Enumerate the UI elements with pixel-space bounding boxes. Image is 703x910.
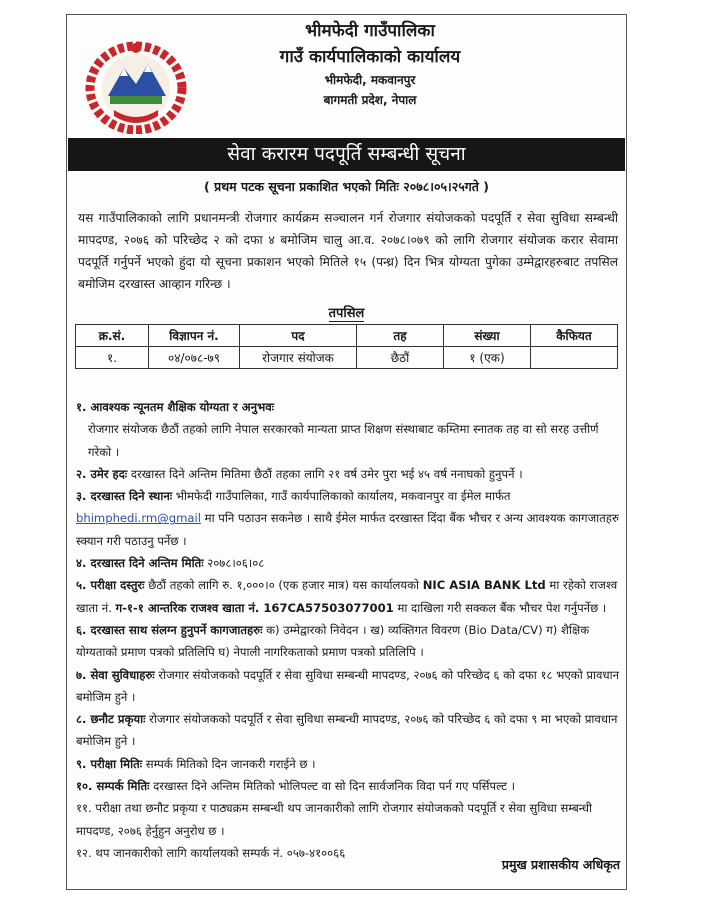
col-header: क्र.सं. [76,325,149,347]
email-link[interactable]: bhimphedi.rm@gmail [76,511,201,526]
notice-title-banner: सेवा करारम पदपूर्ति सम्बन्धी सूचना [68,138,625,171]
item-heading: १०. सम्पर्क मितिः [76,779,150,794]
vacancy-table [75,324,618,369]
table-caption: तपसिल [328,306,365,321]
list-item [76,619,621,664]
item-text: ११. परीक्षा तथा छनौट प्रकृया र पाठ्यक्रम सम्बन्धी थप जानकारीको लागि रोजगार संयोजकको पदपूर्ति र सेवा सुविधा सम्बन्धी मापदण्ड, २०७६ हेर्नुहुन अनुरोध छ । [76,801,593,838]
list-item [76,753,621,775]
item-heading: ९. परीक्षा मितिः [76,756,143,771]
col-header: विज्ञापन नं. [149,325,240,347]
list-item [76,574,621,619]
list-item [76,552,621,574]
item-text: मा रहेको राजश्व खाता नं. [76,578,618,615]
item-text: भीमफेदी गाउँपालिका, गाउँ कार्यपालिकाको कार्यालय, मकवानपुर वा ईमेल मार्फत [175,489,511,504]
nepal-emblem-logo [84,38,188,134]
item-text: रोजगार संयोजक छैठौं तहको लागि नेपाल सरकारको मान्यता प्राप्त शिक्षण संस्थाबाट कम्तिमा स्नातक तह वा सो सरह उत्तीर्ण गरेको । [88,422,599,459]
item-text: १२. थप जानकारीको लागि कार्यालयको सम्पर्क नं. ०५७-४१००६६ [76,845,346,860]
office-address: भीमफेदी, मकवानपुर [324,73,416,87]
item-heading: ६. दरखास्त साथ संलग्न हुनुपर्ने कागजातहरुः [76,622,263,637]
item-text: दरखास्त दिने अन्तिम मितिमा छैठौं तहका लागि २१ वर्ष उमेर पुरा भई ४५ वर्ष ननाघको हुनुपर्ने । [130,466,523,481]
col-header: संख्या [444,325,531,347]
col-header: कैफियत [531,325,618,347]
item-text: मा पनि पठाउन सकनेछ । साथै ईमेल मार्फत दरखास्त दिंदा बैंक भौचर र अन्य आवश्यक कागजातहरु स्क्यान गरी पठाउनु पर्नेछ । [76,511,619,548]
notice-intro-paragraph: यस गाउँपालिकाको लागि प्रधानमन्त्री रोजगार कार्यक्रम सञ्चालन गर्न रोजगार संयोजकको पदपूर्ति र सेवा सुविधा सम्बन्धी मापदण्ड, २०७६ को परिच्छेद २ को दफा ४ बमोजिम चालु आ.व. २०७८।०७९ को लागि रोजगार संयोजक करार सेवामा पदपूर्ति गर्नुपर्ने भएको हुंदा यो सूचना प्रकाशन भएको मितिले १५ (पन्ध्र) दिन भित्र योग्यता पुगेका उम्मेद्वारहरुबाट तपसिल बमोजिम दरखास्त आव्हान गरिन्छ । [78,211,618,291]
item-heading: २. उमेर हदः [76,466,128,481]
item-text: सम्पर्क मितिको दिन जानकरी गराईने छ । [145,756,316,771]
list-item [76,664,621,709]
signatory-title: प्रमुख प्रशासकीय अधिकृत [501,857,620,872]
table-cell: छैठौं [357,347,444,369]
published-date: ( प्रथम पटक सूचना प्रकाशित भएको मितिः २०७८।०५।२५गते ) [204,179,489,194]
table-cell: १ (एक) [444,347,531,369]
table-cell: रोजगार संयोजक [240,347,357,369]
table-cell [531,347,618,369]
item-heading: ८. छनौट प्रकृयाः [76,712,146,727]
list-item [76,797,621,842]
item-heading: ४. दरखास्त दिने अन्तिम मितिः [76,556,204,571]
item-heading: ३. दरखास्त दिने स्थानः [76,489,173,504]
item-text: रोजगार संयोजकको पदपूर्ति र सेवा सुविधा सम्बन्धी मापदण्ड, २०७६ को परिच्छेद ६ को दफा ९ मा भएको प्रावधान बमोजिम हुने । [76,712,618,749]
item-heading: ७. सेवा सुविधाहरुः [76,667,155,682]
col-header: पद [240,325,357,347]
office-name: भीमफेदी गाउँपालिका [305,21,435,41]
executive-office-name: गाउँ कार्यपालिकाको कार्यालय [279,47,461,67]
item-text: क) उम्मेद्वारको निवेदन । ख) व्यक्तिगत विवरण (Bio Data/CV) ग) शैक्षिक योग्यताको प्रमाण पत्रको प्रतिलिपि घ) नेपाली नागरिकताको प्रमाण पत्रको प्रतिलिपि । [76,622,590,660]
item-text: दरखास्त दिने अन्तिम मितिको भोलिपल्ट वा सो दिन सार्वजनिक विदा पर्न गए पर्सिपल्ट । [153,779,516,794]
list-item [76,463,621,485]
list-item [76,396,621,463]
account-number: ग-१-१ आन्तरिक राजश्व खाता नं. 167CA57503077001 [115,600,394,615]
list-item [76,775,621,797]
item-heading: ५. परीक्षा दस्तुरः [76,578,145,593]
table-cell: ०४/०७८-७९ [149,347,240,369]
table-header-row [76,325,618,347]
bank-name: NIC ASIA BANK Ltd [422,578,546,593]
table-cell: १. [76,347,149,369]
office-header [200,18,540,110]
table-row [76,347,618,369]
col-header: तह [357,325,444,347]
list-item [76,485,621,552]
item-text: छैठौं तहको लागि रु. १,०००।० (एक हजार मात्र) यस कार्यालयको [148,578,420,593]
item-text: २०७८।०६।०८ [207,556,265,571]
item-text: रोजगार संयोजकको पदपूर्ति र सेवा सुविधा सम्बन्धी मापदण्ड, २०७६ को परिच्छेद ६ को दफा १८ भएको प्रावधान बमोजिम हुने । [76,667,620,704]
item-text: मा दाखिला गरी सक्कल बैंक भौचर पेश गर्नुपर्नेछ । [397,600,607,615]
notice-items-list [76,396,621,864]
list-item [76,708,621,753]
item-heading: १. आवश्यक न्यूनतम शैक्षिक योग्यता र अनुभवः [76,400,275,414]
office-province: बागमती प्रदेश, नेपाल [323,93,417,107]
